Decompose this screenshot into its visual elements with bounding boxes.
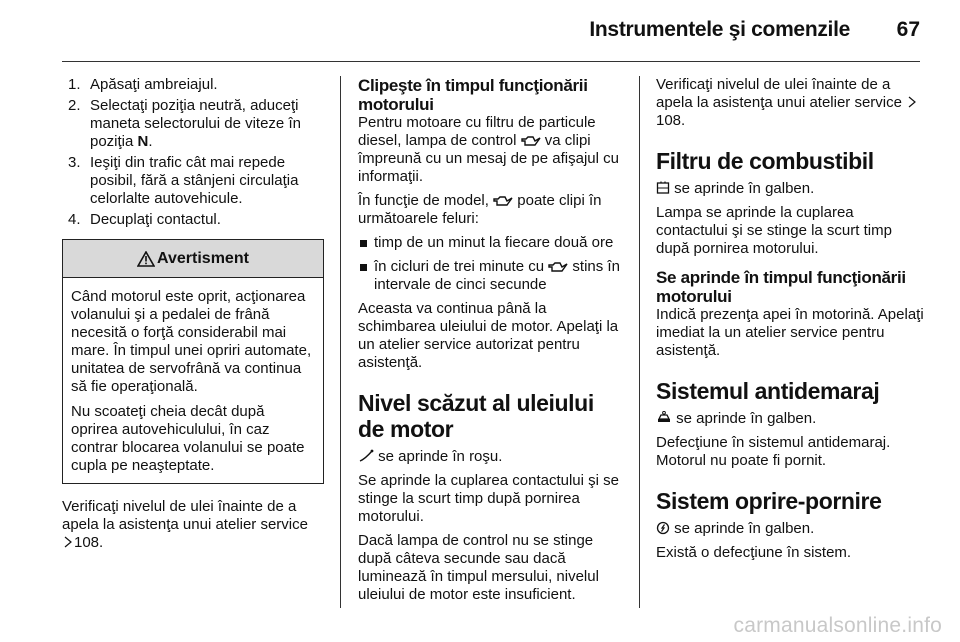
column-divider-1 bbox=[340, 76, 341, 608]
paragraph: În funcţie de model, poate clipi în următoarele feluri: bbox=[358, 192, 602, 227]
warning-paragraph: Când motorul este oprit, acţionarea volanului şi a pedalei de frână necesită o forţă considerabil mai mare. În timpul unei opriri automate, unitatea de servofrână va continua să fie operaţională. bbox=[71, 288, 312, 395]
page-reference[interactable]: 108. bbox=[656, 112, 686, 129]
page-number: 67 bbox=[896, 18, 920, 41]
oil-can-icon bbox=[521, 135, 541, 147]
list-item: 3. Ieşiţi din trafic cât mai repede posibil, fără a stânjeni circulaţia celorlalte autovehicule. bbox=[68, 154, 299, 207]
section-title: Filtru de combustibil bbox=[656, 148, 874, 174]
oil-check-note: Verificaţi nivelul de ulei înainte de a apela la asistenţa unui atelier service 108. bbox=[656, 76, 924, 130]
section-title: Nivel scăzut al uleiului de motor bbox=[358, 390, 594, 442]
header-divider bbox=[62, 61, 920, 62]
bullet-list bbox=[358, 234, 623, 294]
watermark: carmanualsonline.info bbox=[733, 614, 942, 637]
warning-triangle-icon bbox=[137, 251, 155, 267]
warning-paragraph: Nu scoateţi cheia decât după oprirea autovehiculului, în caz contrar blocarea volanului se poate cupla pe neaşteptate. bbox=[71, 403, 305, 474]
warning-header bbox=[63, 240, 323, 278]
column-3 bbox=[656, 76, 924, 568]
paragraph: Pentru motoare cu filtru de particule diesel, lampa de control va clipi împreună cu un mesaj de pe afişajul cu informaţii. bbox=[358, 114, 619, 185]
section-title: Sistemul antidemaraj bbox=[656, 378, 880, 404]
column-divider-2 bbox=[639, 76, 640, 608]
paragraph: Aceasta va continua până la schimbarea uleiului de motor. Apelaţi la un atelier service autorizat pentru asistenţă. bbox=[358, 300, 619, 371]
paragraph: Indică prezenţa apei în motorină. Apelaţi imediat la un atelier service pentru asistenţă. bbox=[656, 306, 924, 359]
paragraph: se aprinde în roşu. bbox=[358, 448, 623, 466]
list-item: 4. Decuplaţi contactul. bbox=[68, 211, 221, 228]
paragraph: se aprinde în galben. bbox=[656, 410, 924, 428]
paragraph: Dacă lampa de control nu se stinge după câteva secunde sau dacă luminează în timpul mersului, nivelul uleiului de motor este insuficient. bbox=[358, 532, 599, 603]
paragraph: se aprinde în galben. bbox=[656, 180, 924, 198]
page-header bbox=[0, 0, 960, 62]
column-1 bbox=[62, 76, 324, 552]
oil-can-icon bbox=[493, 195, 513, 207]
warning-body bbox=[63, 278, 323, 483]
paragraph: Defecţiune în sistemul antidemaraj. Motorul nu poate fi pornit. bbox=[656, 434, 891, 469]
list-item: 2. Selectaţi poziţia neutră, aduceţi maneta selectorului de viteze în poziţia N. bbox=[68, 97, 301, 150]
page-reference[interactable]: 108. bbox=[74, 534, 104, 551]
column-2 bbox=[358, 76, 623, 610]
page-title: Instrumentele şi comenzile bbox=[589, 18, 850, 41]
oil-can-icon bbox=[548, 261, 568, 273]
list-item: în cicluri de trei minute cu stins în intervale de cinci secunde bbox=[358, 258, 623, 294]
paragraph: se aprinde în galben. bbox=[656, 520, 924, 538]
paragraph: Există o defecţiune în sistem. bbox=[656, 544, 852, 561]
fuel-filter-icon bbox=[656, 181, 670, 195]
paragraph: Se aprinde la cuplarea contactului şi se stinge la scurt timp după pornirea motorului. bbox=[358, 472, 619, 525]
paragraph: Lampa se aprinde la cuplarea contactului şi se stinge la scurt timp după pornirea motorului. bbox=[656, 204, 892, 257]
steps-list bbox=[62, 76, 324, 229]
start-stop-icon bbox=[656, 521, 670, 535]
oil-level-icon bbox=[358, 449, 374, 463]
oil-check-note: Verificaţi nivelul de ulei înainte de a apela la asistenţa unui atelier service 108. bbox=[62, 498, 308, 551]
list-item: timp de un minut la fiecare două ore bbox=[358, 234, 623, 252]
list-item: 1. Apăsaţi ambreiajul. bbox=[68, 76, 218, 93]
warning-box bbox=[62, 239, 324, 484]
section-heading: Se aprinde în timpul funcţionării motorului bbox=[656, 268, 906, 306]
section-title: Sistem oprire-pornire bbox=[656, 488, 882, 514]
immobilizer-icon bbox=[656, 411, 672, 425]
warning-title: Avertisment bbox=[157, 249, 249, 267]
page-reference-arrow-icon bbox=[64, 536, 72, 548]
page-reference-arrow-icon bbox=[908, 96, 916, 108]
section-heading: Clipeşte în timpul funcţionării motorului bbox=[358, 76, 588, 114]
